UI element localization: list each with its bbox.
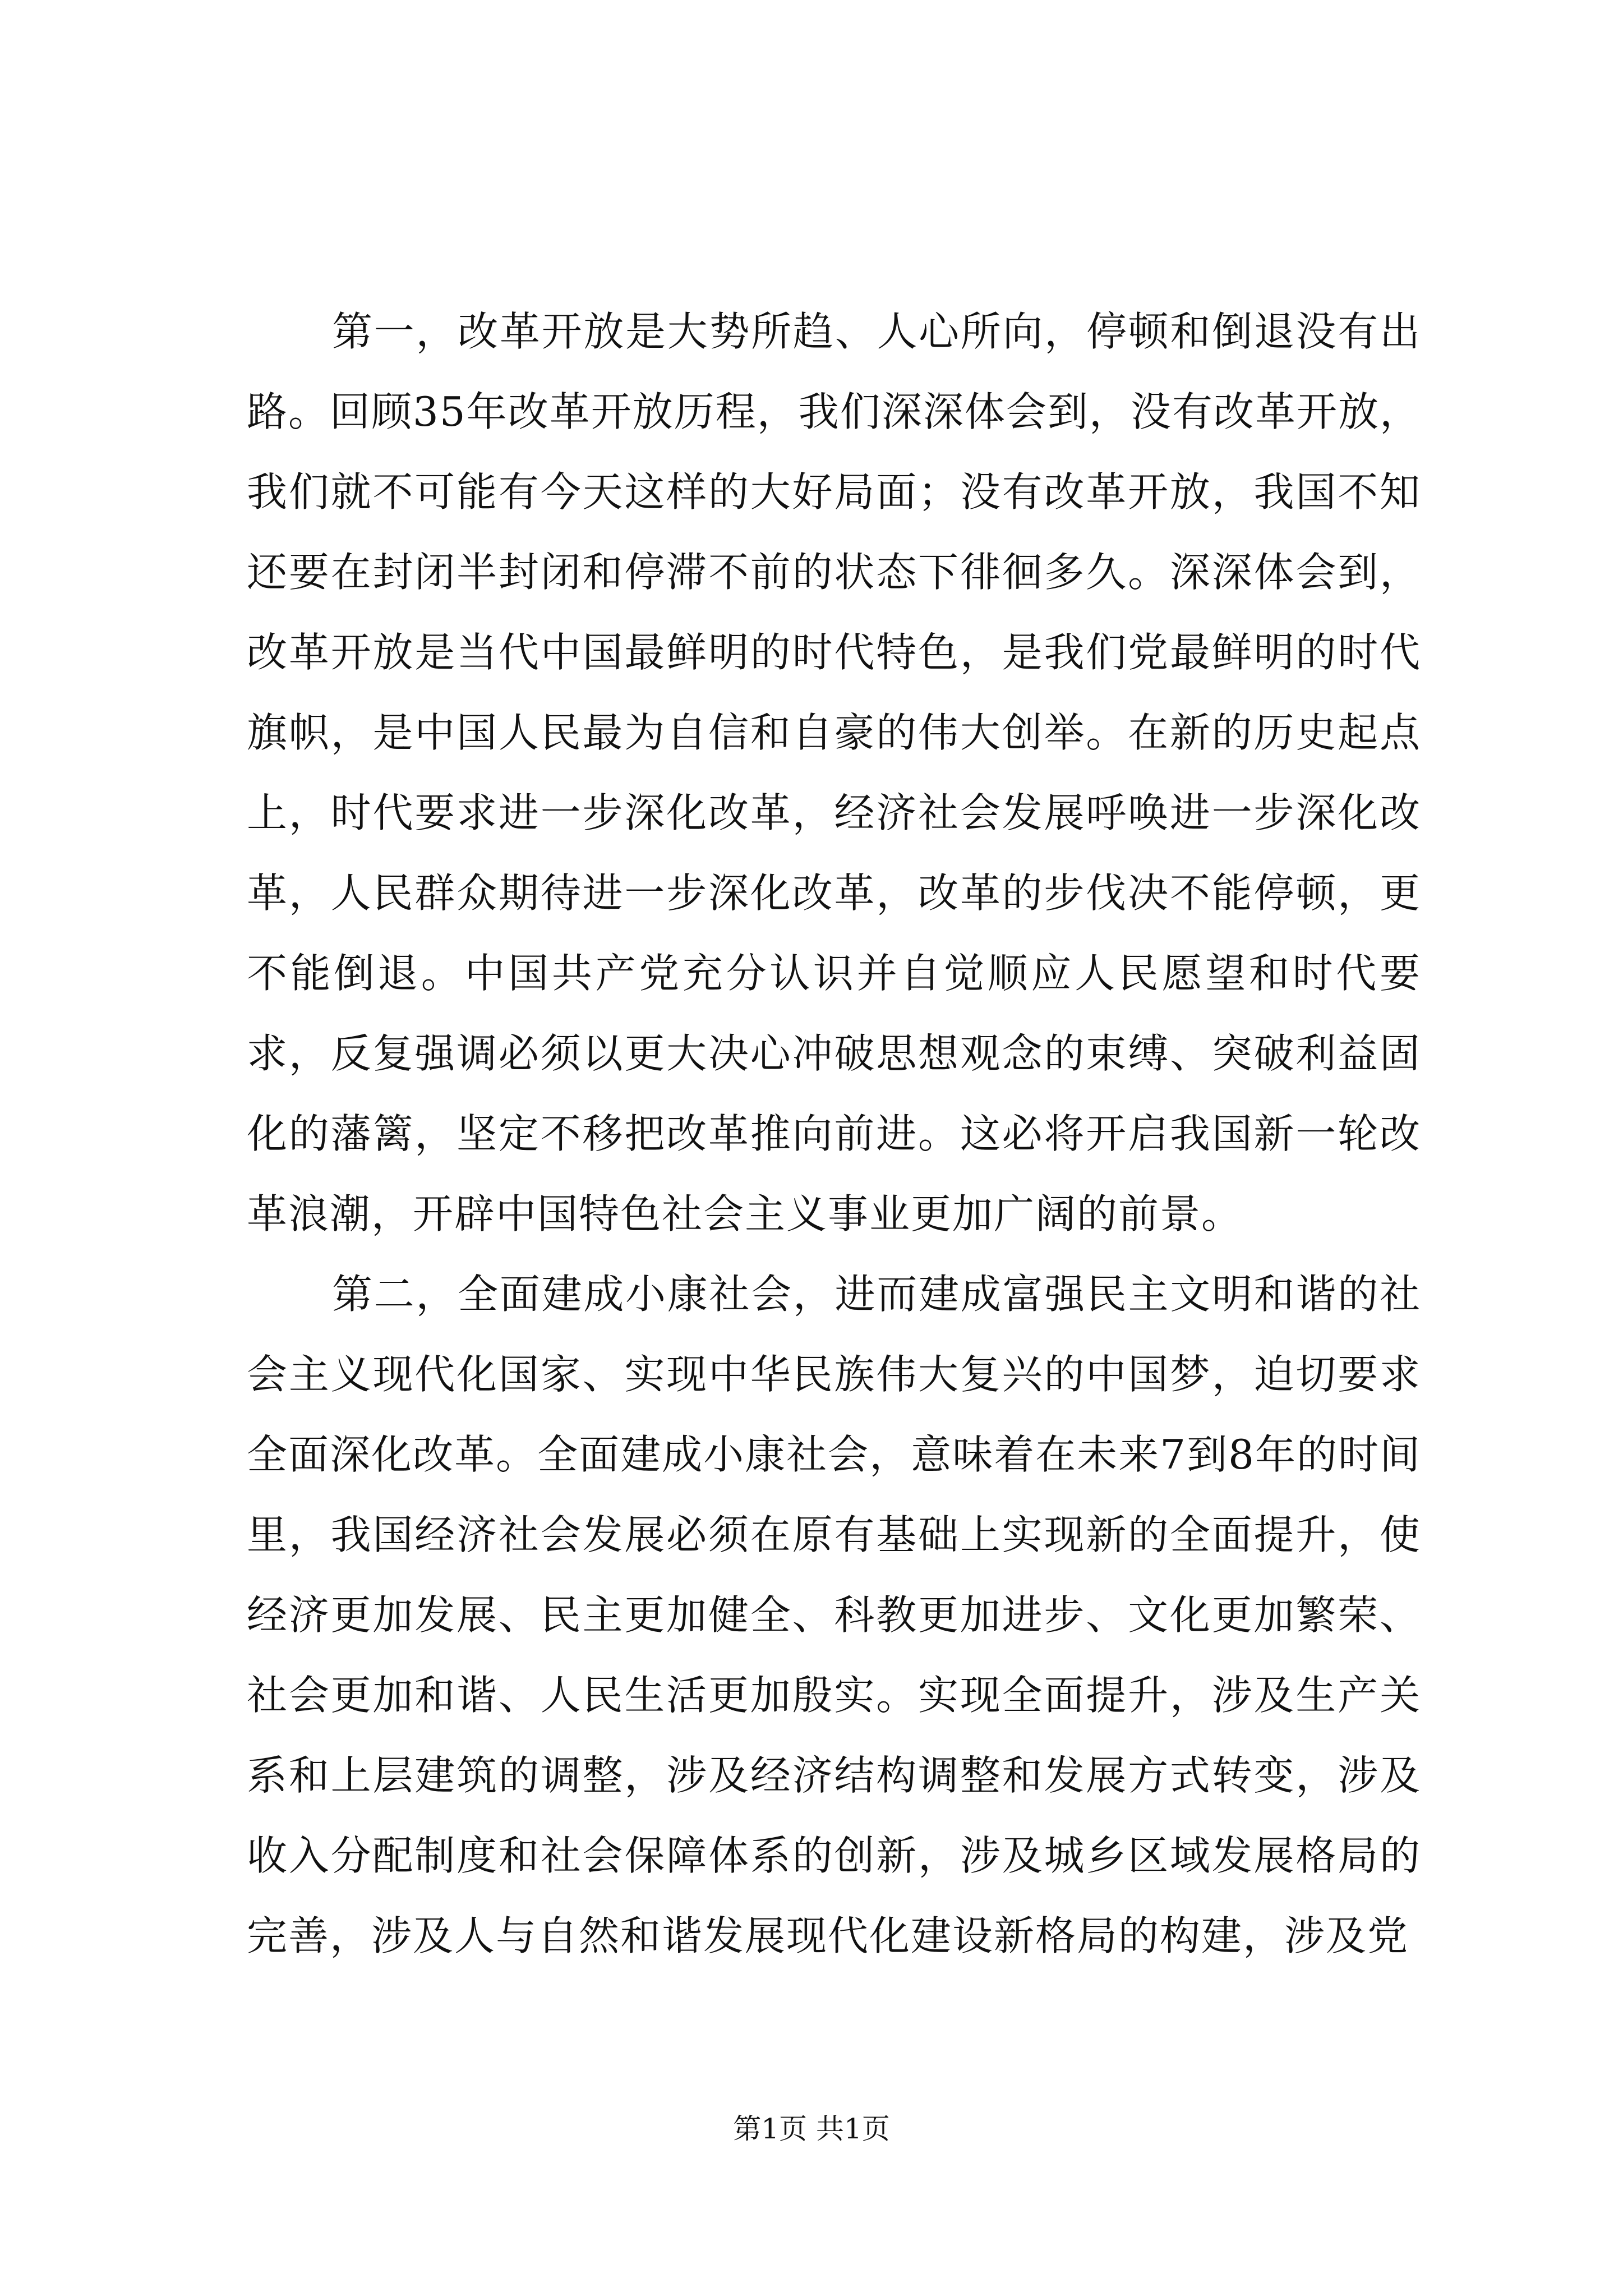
- page-number-footer: 第1页 共1页: [733, 2113, 890, 2145]
- paragraph-1: 第一，改革开放是大势所趋、人心所向，停顿和倒退没有出路。回顾35年改革开放历程，我们深深体会到，没有改革开放，我们就不可能有今天这样的大好局面；没有改革开放，我国不知还要在封闭半封闭和停滞不前的状态下徘徊多久。深深体会到，改革开放是当代中国最鲜明的时代特色，是我们党最鲜明的时代旗帜，是中国人民最为自信和自豪的伟大创举。在新的历史起点上，时代要求进一步深化改革，经济社会发展呼唤进一步深化改革，人民群众期待进一步深化改革，改革的步伐决不能停顿，更不能倒退。中国共产党充分认识并自觉顺应人民愿望和时代要求，反复强调必须以更大决心冲破思想观念的束缚、突破利益固化的藩篱，坚定不移把改革推向前进。这必将开启我国新一轮改革浪潮，开辟中国特色社会主义事业更加广阔的前景。: [247, 308, 1421, 1237]
- document-body: [247, 292, 1421, 1976]
- paragraph-2: 第二，全面建成小康社会，进而建成富强民主文明和谐的社会主义现代化国家、实现中华民族伟大复兴的中国梦，迫切要求全面深化改革。全面建成小康社会，意味着在未来7到8年的时间里，我国经济社会发展必须在原有基础上实现新的全面提升，使经济更加发展、民主更加健全、科教更加进步、文化更加繁荣、社会更加和谐、人民生活更加殷实。实现全面提升，涉及生产关系和上层建筑的调整，涉及经济结构调整和发展方式转变，涉及收入分配制度和社会保障体系的创新，涉及城乡区域发展格局的完善，涉及人与自然和谐发展现代化建设新格局的构建，涉及党: [247, 1271, 1421, 1959]
